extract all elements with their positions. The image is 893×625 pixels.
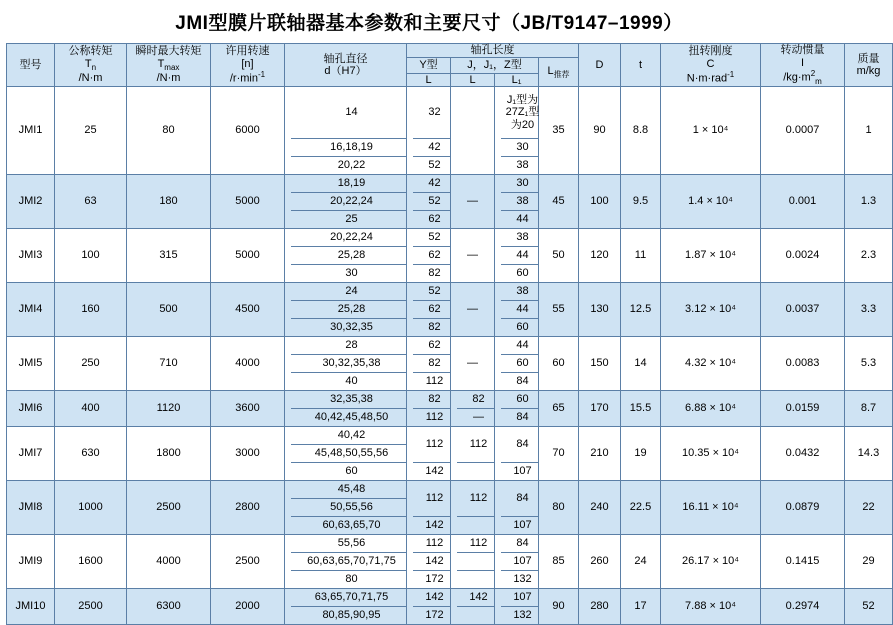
cell-L: 82 <box>413 391 456 409</box>
header-stiffness-exp: -1 <box>727 70 735 80</box>
cell-bore: 30,32,35 <box>291 319 412 337</box>
table-row <box>7 481 893 535</box>
cell-stiffness: 10.35 × 10⁴ <box>661 427 761 481</box>
cell-L: 112 <box>413 482 456 517</box>
cell-bore-group <box>285 391 407 427</box>
cell-L1: 30 <box>501 175 544 193</box>
cell-L1: 60 <box>501 319 544 337</box>
header-bore-l2: d（H7） <box>324 65 367 78</box>
cell-inertia: 0.0024 <box>761 229 845 283</box>
header-t: t <box>621 44 661 87</box>
header-inertia-sub: m <box>815 77 822 87</box>
header-max-torque-sym: T <box>157 57 165 70</box>
cell-bore: 25 <box>291 211 412 229</box>
cell-L: 82 <box>413 355 456 373</box>
cell-bore: 32,35,38 <box>291 391 412 409</box>
cell-L1: 44 <box>501 337 544 355</box>
cell-L1-group <box>495 283 539 337</box>
cell-nominal-torque: 63 <box>55 175 127 229</box>
cell-bore-group <box>285 337 407 391</box>
cell-inertia: 0.1415 <box>761 535 845 589</box>
cell-L: 112 <box>413 409 456 427</box>
page-title: JMI型膜片联轴器基本参数和主要尺寸（JB/T9147–1999） <box>175 13 683 34</box>
header-mass-l2: m/kg <box>856 65 881 78</box>
header-stiffness-l1: 扭转刚度 <box>688 44 733 57</box>
header-bore-diameter <box>285 44 407 87</box>
cell-t: 15.5 <box>621 391 661 427</box>
cell-L-jz: 112 <box>457 482 500 517</box>
cell-L1: 107 <box>501 462 544 480</box>
cell-L-group <box>407 87 451 175</box>
cell-L1-l1: J₁型为 <box>506 93 539 106</box>
cell-inertia: 0.0083 <box>761 337 845 391</box>
cell-L: 32 <box>413 87 456 139</box>
cell-D: 210 <box>579 427 621 481</box>
cell-model: JMI8 <box>7 481 55 535</box>
cell-L: 42 <box>413 175 456 193</box>
cell-nominal-torque: 250 <box>55 337 127 391</box>
cell-model: JMI3 <box>7 229 55 283</box>
cell-inertia: 0.001 <box>761 175 845 229</box>
cell-L: 42 <box>413 139 456 157</box>
cell-mass: 8.7 <box>845 391 893 427</box>
cell-D: 150 <box>579 337 621 391</box>
cell-L: 142 <box>413 516 456 534</box>
cell-model: JMI2 <box>7 175 55 229</box>
cell-stiffness: 1 × 10⁴ <box>661 87 761 175</box>
cell-bore-group <box>285 175 407 229</box>
cell-L1: 44 <box>501 211 544 229</box>
cell-t: 14 <box>621 337 661 391</box>
cell-L1: 84 <box>501 409 544 427</box>
cell-D: 100 <box>579 175 621 229</box>
cell-L: 172 <box>413 571 456 589</box>
cell-nominal-torque: 630 <box>55 427 127 481</box>
cell-inertia: 0.0037 <box>761 283 845 337</box>
cell-L-group <box>407 175 451 229</box>
header-speed-l1: 许用转速 <box>225 44 270 57</box>
cell-L1: 38 <box>501 229 544 247</box>
table-row <box>7 229 893 283</box>
cell-L-jz-group <box>451 589 495 625</box>
header-y-type: Y型 <box>407 57 451 73</box>
cell-stiffness: 7.88 × 10⁴ <box>661 589 761 625</box>
cell-L: 112 <box>413 535 456 553</box>
cell-L1-l3: 为20 <box>510 119 535 132</box>
cell-t: 8.8 <box>621 87 661 175</box>
cell-D: 130 <box>579 283 621 337</box>
cell-speed: 3000 <box>211 427 285 481</box>
cell-L-jz-group <box>451 535 495 589</box>
cell-L-jz-group <box>451 427 495 481</box>
cell-L-group <box>407 589 451 625</box>
cell-L: 172 <box>413 607 456 625</box>
cell-mass: 2.3 <box>845 229 893 283</box>
cell-L-group <box>407 391 451 427</box>
table-row <box>7 535 893 589</box>
cell-model: JMI4 <box>7 283 55 337</box>
cell-lrec: 70 <box>539 427 579 481</box>
cell-bore: 45,48,50,55,56 <box>291 445 412 463</box>
header-max-torque-sub: max <box>164 63 180 73</box>
cell-L1-l2: 27Z₁型 <box>505 106 540 119</box>
cell-L1-group <box>495 391 539 427</box>
cell-lrec: 90 <box>539 589 579 625</box>
header-bore-length-group: 轴孔长度 <box>407 44 579 58</box>
cell-L1: 60 <box>501 355 544 373</box>
cell-model: JMI6 <box>7 391 55 427</box>
cell-lrec: 80 <box>539 481 579 535</box>
header-model: 型号 <box>7 44 55 87</box>
header-nominal-torque-sym: T <box>84 57 92 70</box>
cell-L-group <box>407 229 451 283</box>
cell-L-jz-group <box>451 481 495 535</box>
cell-L-group <box>407 535 451 589</box>
cell-L: 142 <box>413 462 456 480</box>
cell-inertia: 0.0007 <box>761 87 845 175</box>
cell-model: JMI7 <box>7 427 55 481</box>
cell-L: 82 <box>413 265 456 283</box>
cell-stiffness: 16.11 × 10⁴ <box>661 481 761 535</box>
cell-t: 9.5 <box>621 175 661 229</box>
table-row <box>7 87 893 175</box>
cell-L1-group <box>495 229 539 283</box>
header-bore-l1: 轴孔直径 <box>323 52 368 65</box>
cell-L: 142 <box>413 553 456 571</box>
cell-t: 22.5 <box>621 481 661 535</box>
cell-bore: 80,85,90,95 <box>291 607 412 625</box>
cell-L1: 60 <box>501 391 544 409</box>
cell-max-torque: 2500 <box>127 481 211 535</box>
cell-L1: 38 <box>501 283 544 301</box>
cell-L: 52 <box>413 193 456 211</box>
cell-L: 52 <box>413 157 456 175</box>
cell-bore: 25,28 <box>291 247 412 265</box>
cell-bore: 50,55,56 <box>291 499 412 517</box>
cell-bore: 14 <box>291 87 412 139</box>
cell-speed: 4500 <box>211 283 285 337</box>
header-mass <box>845 44 893 87</box>
cell-model: JMI1 <box>7 87 55 175</box>
cell-speed: 6000 <box>211 87 285 175</box>
cell-L-jz: 112 <box>457 535 500 553</box>
cell-L-jz: — <box>451 337 495 391</box>
cell-D: 280 <box>579 589 621 625</box>
cell-speed: 2000 <box>211 589 285 625</box>
cell-L1-group <box>495 427 539 481</box>
cell-D: 90 <box>579 87 621 175</box>
cell-L-jz: 112 <box>457 428 500 463</box>
cell-bore: 20,22 <box>291 157 412 175</box>
cell-mass: 3.3 <box>845 283 893 337</box>
cell-L1-group <box>495 589 539 625</box>
table-row <box>7 427 893 481</box>
cell-mass: 1.3 <box>845 175 893 229</box>
cell-L1: 84 <box>501 373 544 391</box>
cell-L-jz-group <box>451 391 495 427</box>
cell-L: 82 <box>413 319 456 337</box>
cell-max-torque: 315 <box>127 229 211 283</box>
cell-speed: 2500 <box>211 535 285 589</box>
cell-L1-group <box>495 535 539 589</box>
cell-L: 142 <box>413 589 456 607</box>
cell-bore: 20,22,24 <box>291 193 412 211</box>
header-L1: L₁ <box>495 73 539 87</box>
cell-L: 112 <box>413 428 456 463</box>
cell-nominal-torque: 1000 <box>55 481 127 535</box>
cell-max-torque: 710 <box>127 337 211 391</box>
cell-L-jz <box>451 87 495 175</box>
cell-bore-group <box>285 229 407 283</box>
cell-bore-group <box>285 283 407 337</box>
cell-stiffness: 26.17 × 10⁴ <box>661 535 761 589</box>
cell-t: 11 <box>621 229 661 283</box>
header-jjz-type: J，J₁，Z型 <box>451 57 539 73</box>
cell-bore: 60,63,65,70 <box>291 517 412 535</box>
cell-max-torque: 4000 <box>127 535 211 589</box>
cell-model: JMI10 <box>7 589 55 625</box>
header-lrec-sym: L <box>547 64 554 77</box>
table-row <box>7 391 893 427</box>
cell-mass: 14.3 <box>845 427 893 481</box>
cell-bore: 20,22,24 <box>291 229 412 247</box>
cell-L-jz: — <box>451 229 495 283</box>
header-stiffness-sym: C <box>706 57 715 70</box>
header-L-2: L <box>451 73 495 87</box>
cell-L-group <box>407 337 451 391</box>
cell-L1: 30 <box>501 139 544 157</box>
cell-bore: 55,56 <box>291 535 412 553</box>
cell-bore: 25,28 <box>291 301 412 319</box>
cell-L-jz: — <box>451 175 495 229</box>
cell-lrec: 50 <box>539 229 579 283</box>
cell-bore: 40,42,45,48,50 <box>291 409 412 427</box>
spec-table <box>6 43 893 625</box>
cell-L-jz: 142 <box>457 589 500 607</box>
cell-lrec: 65 <box>539 391 579 427</box>
cell-bore-group <box>285 589 407 625</box>
header-nominal-torque-sub: n <box>91 63 97 73</box>
header-nominal-torque-unit: /N·m <box>78 72 103 85</box>
cell-mass: 29 <box>845 535 893 589</box>
cell-L: 62 <box>413 337 456 355</box>
cell-L1: 107 <box>501 553 544 571</box>
cell-max-torque: 1120 <box>127 391 211 427</box>
cell-D: 260 <box>579 535 621 589</box>
cell-lrec: 35 <box>539 87 579 175</box>
cell-model: JMI9 <box>7 535 55 589</box>
cell-nominal-torque: 25 <box>55 87 127 175</box>
cell-L1: 84 <box>501 535 544 553</box>
table-row <box>7 589 893 625</box>
cell-L1: 38 <box>501 193 544 211</box>
cell-bore: 28 <box>291 337 412 355</box>
cell-model: JMI5 <box>7 337 55 391</box>
cell-L-jz: 82 <box>457 391 500 409</box>
cell-nominal-torque: 160 <box>55 283 127 337</box>
cell-lrec: 45 <box>539 175 579 229</box>
cell-L1: 44 <box>501 247 544 265</box>
cell-bore: 45,48 <box>291 481 412 499</box>
cell-L1-group <box>495 175 539 229</box>
cell-L: 62 <box>413 301 456 319</box>
cell-stiffness: 1.4 × 10⁴ <box>661 175 761 229</box>
cell-D: 120 <box>579 229 621 283</box>
header-D: D <box>579 44 621 87</box>
cell-t: 19 <box>621 427 661 481</box>
header-stiffness <box>661 44 761 87</box>
cell-nominal-torque: 400 <box>55 391 127 427</box>
cell-L1-group <box>495 337 539 391</box>
cell-L1: 44 <box>501 301 544 319</box>
header-max-torque <box>127 44 211 87</box>
cell-speed: 3600 <box>211 391 285 427</box>
cell-inertia: 0.2974 <box>761 589 845 625</box>
header-stiffness-unit: N·m·rad <box>686 72 728 85</box>
table-body <box>7 87 893 625</box>
table-row <box>7 283 893 337</box>
cell-L1: 132 <box>501 571 544 589</box>
cell-L1-group <box>495 87 539 175</box>
cell-inertia: 0.0159 <box>761 391 845 427</box>
cell-max-torque: 80 <box>127 87 211 175</box>
cell-L: 62 <box>413 211 456 229</box>
header-speed-unit: /r·min <box>229 72 258 85</box>
cell-L-jz: — <box>451 283 495 337</box>
table-row <box>7 175 893 229</box>
cell-L1: 107 <box>501 516 544 534</box>
cell-L1: 84 <box>501 428 544 463</box>
table-row <box>7 337 893 391</box>
cell-bore-group <box>285 87 407 175</box>
cell-L1-group <box>495 481 539 535</box>
cell-mass: 5.3 <box>845 337 893 391</box>
cell-mass: 52 <box>845 589 893 625</box>
cell-L-jz: — <box>457 409 500 427</box>
cell-L: 52 <box>413 283 456 301</box>
cell-t: 24 <box>621 535 661 589</box>
cell-max-torque: 1800 <box>127 427 211 481</box>
cell-bore: 30 <box>291 265 412 283</box>
cell-speed: 5000 <box>211 229 285 283</box>
cell-bore: 24 <box>291 283 412 301</box>
cell-stiffness: 6.88 × 10⁴ <box>661 391 761 427</box>
cell-nominal-torque: 100 <box>55 229 127 283</box>
cell-stiffness: 1.87 × 10⁴ <box>661 229 761 283</box>
cell-L1: 107 <box>501 589 544 607</box>
cell-D: 170 <box>579 391 621 427</box>
cell-speed: 5000 <box>211 175 285 229</box>
header-nominal-torque <box>55 44 127 87</box>
header-inertia-l1: 转动惯量 <box>780 44 825 56</box>
cell-t: 17 <box>621 589 661 625</box>
cell-stiffness: 3.12 × 10⁴ <box>661 283 761 337</box>
cell-speed: 2800 <box>211 481 285 535</box>
cell-bore-group <box>285 481 407 535</box>
cell-bore: 63,65,70,71,75 <box>291 589 412 607</box>
cell-L-group <box>407 481 451 535</box>
header-nominal-torque-l1: 公称转矩 <box>68 45 113 58</box>
cell-L: 112 <box>413 373 456 391</box>
header-speed-l2: [n] <box>241 57 254 70</box>
cell-nominal-torque: 2500 <box>55 589 127 625</box>
cell-bore-group <box>285 535 407 589</box>
cell-bore: 40 <box>291 373 412 391</box>
cell-mass: 22 <box>845 481 893 535</box>
header-inertia-exp: 2 <box>810 69 816 79</box>
header-inertia-sym: I <box>800 56 805 69</box>
cell-L: 62 <box>413 247 456 265</box>
cell-bore: 60,63,65,70,71,75 <box>291 553 412 571</box>
cell-max-torque: 6300 <box>127 589 211 625</box>
cell-lrec: 60 <box>539 337 579 391</box>
cell-D: 240 <box>579 481 621 535</box>
cell-speed: 4000 <box>211 337 285 391</box>
cell-L-group <box>407 283 451 337</box>
cell-nominal-torque: 1600 <box>55 535 127 589</box>
cell-max-torque: 180 <box>127 175 211 229</box>
cell-L1: 60 <box>501 265 544 283</box>
header-inertia <box>761 44 845 87</box>
header-max-torque-l1: 瞬时最大转矩 <box>135 45 202 58</box>
cell-stiffness: 4.32 × 10⁴ <box>661 337 761 391</box>
cell-bore-group <box>285 427 407 481</box>
header-speed <box>211 44 285 87</box>
cell-L-group <box>407 427 451 481</box>
cell-bore: 40,42 <box>291 427 412 445</box>
cell-bore: 30,32,35,38 <box>291 355 412 373</box>
cell-L: 52 <box>413 229 456 247</box>
cell-L1: 84 <box>501 482 544 517</box>
header-l-recommended <box>539 57 579 87</box>
cell-lrec: 55 <box>539 283 579 337</box>
cell-inertia: 0.0432 <box>761 427 845 481</box>
cell-bore: 80 <box>291 571 412 589</box>
cell-L1: 38 <box>501 157 544 175</box>
cell-bore: 60 <box>291 463 412 481</box>
header-speed-exp: -1 <box>257 70 266 80</box>
header-inertia-unit: /kg·m <box>783 71 811 84</box>
cell-bore: 16,18,19 <box>291 139 412 157</box>
cell-mass: 1 <box>845 87 893 175</box>
table-header <box>7 44 893 87</box>
cell-bore: 18,19 <box>291 175 412 193</box>
header-mass-l1: 质量 <box>857 52 880 65</box>
cell-inertia: 0.0879 <box>761 481 845 535</box>
cell-t: 12.5 <box>621 283 661 337</box>
cell-max-torque: 500 <box>127 283 211 337</box>
cell-lrec: 85 <box>539 535 579 589</box>
header-lrec-sub: 推荐 <box>553 69 570 79</box>
header-max-torque-unit: /N·m <box>156 72 181 85</box>
cell-L1: 132 <box>501 607 544 625</box>
header-L: L <box>407 73 451 87</box>
